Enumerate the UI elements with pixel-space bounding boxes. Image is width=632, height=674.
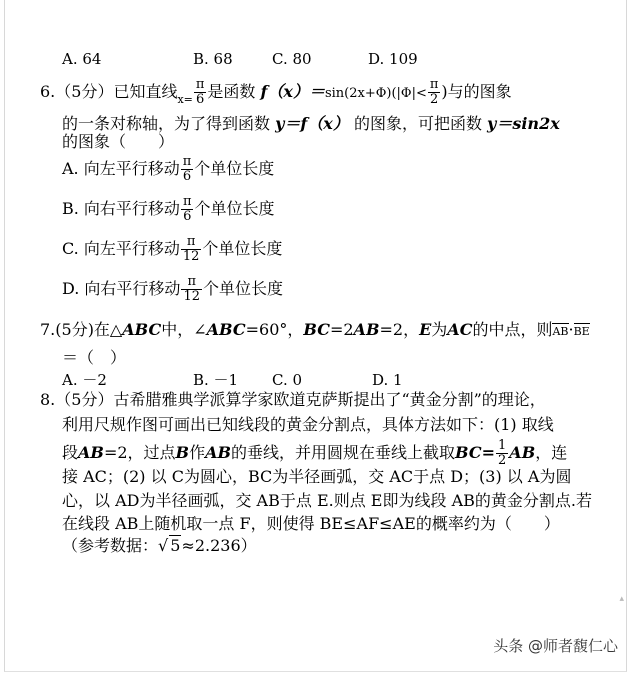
vector-be: BE [574, 322, 590, 342]
q8-line-4: 接 AC；(2) 以 C为圆心，BC为半径画弧，交 AC于点 D；(3) 以 A为圆 [62, 467, 572, 486]
prev-option-a: A. 64 [62, 50, 102, 68]
sqrt-icon: √ [158, 536, 169, 555]
corner-mark: ▴ [619, 594, 624, 604]
q6-fraction-pi-2: $\frac{\pi}{2}$ [429, 77, 439, 107]
q6-option-a: A. 向左平行移动 $\frac{\pi}{6}$ 个单位长度 [62, 154, 275, 184]
q6-fx: f（x）＝ [260, 82, 325, 101]
q6-text-5: 的图象，可把函数 [353, 114, 482, 133]
q6-fraction-pi-6: $\frac{\pi}{6}$ [195, 77, 205, 107]
q6-x-eq: x= [177, 93, 193, 106]
q7-option-a: A. －2 [62, 371, 107, 389]
q7-option-c: C. 0 [272, 371, 303, 389]
q6-line-1 [40, 78, 512, 110]
q8-line-7: （参考数据：√ 5≈2.236） [62, 536, 257, 555]
q8-line-2: 利用尺规作图可画出已知线段的黄金分割点，具体方法如下：(1) 取线 [62, 415, 554, 434]
q6-yfx: y＝f（x） [275, 114, 349, 133]
q6-text: 6.（5分）已知直线 [40, 82, 178, 101]
q6-text-4: 的一条对称轴，为了得到函数 [62, 114, 271, 133]
q8-line-5: 心，以 AD为半径画弧，交 AB于点 E.则点 E即为线段 AB的黄金分割点.若 [62, 491, 592, 510]
q7-option-b: B. －1 [193, 371, 239, 389]
q6-line-3: 的图象（ ） [62, 132, 175, 151]
q6-sin-expr: sin(2x+Φ)(|Φ|< [324, 86, 427, 101]
q6-option-c: C. 向左平行移动 $\frac{\pi}{12}$ 个单位长度 [62, 234, 283, 264]
q8-line-3: 段AB=2，过点B作AB的垂线，并用圆规在垂线上截取BC= $\frac{1}{2}$ AB，连 [62, 438, 568, 468]
prev-option-d: D. 109 [368, 50, 418, 68]
vector-ab: AB [552, 322, 568, 342]
q6-ysin2x: y＝sin2x [487, 114, 560, 133]
q6-text-2: 是函数 [207, 82, 256, 101]
q7-option-d: D. 1 [372, 371, 403, 389]
q6-option-d: D. 向右平行移动 $\frac{\pi}{12}$ 个单位长度 [62, 274, 283, 304]
prev-option-c: C. 80 [272, 50, 312, 68]
q8-fraction-half: $\frac{1}{2}$ [498, 438, 507, 468]
q6-option-b: B. 向右平行移动 $\frac{\pi}{6}$ 个单位长度 [62, 194, 275, 224]
q7-line-1: 7.(5分)在△ABC中，∠ABC=60°，BC=2AB=2，E为AC的中点，则AB·BE [40, 320, 590, 342]
q8-line-6: 在线段 AB上随机取一点 F，则使得 BE≤AF≤AE的概率约为（ ） [62, 514, 560, 533]
prev-option-b: B. 68 [193, 50, 233, 68]
q8-line-1: 8.（5分）古希腊雅典学派算学家欧道克萨斯提出了“黄金分割”的理论， [40, 390, 546, 409]
q6-text-3: )与的图象 [441, 82, 512, 101]
q6-line-2 [62, 114, 560, 134]
q7-line-2: ＝（ ） [62, 348, 127, 367]
watermark: 头条 @师者馥仁心 [493, 637, 618, 655]
